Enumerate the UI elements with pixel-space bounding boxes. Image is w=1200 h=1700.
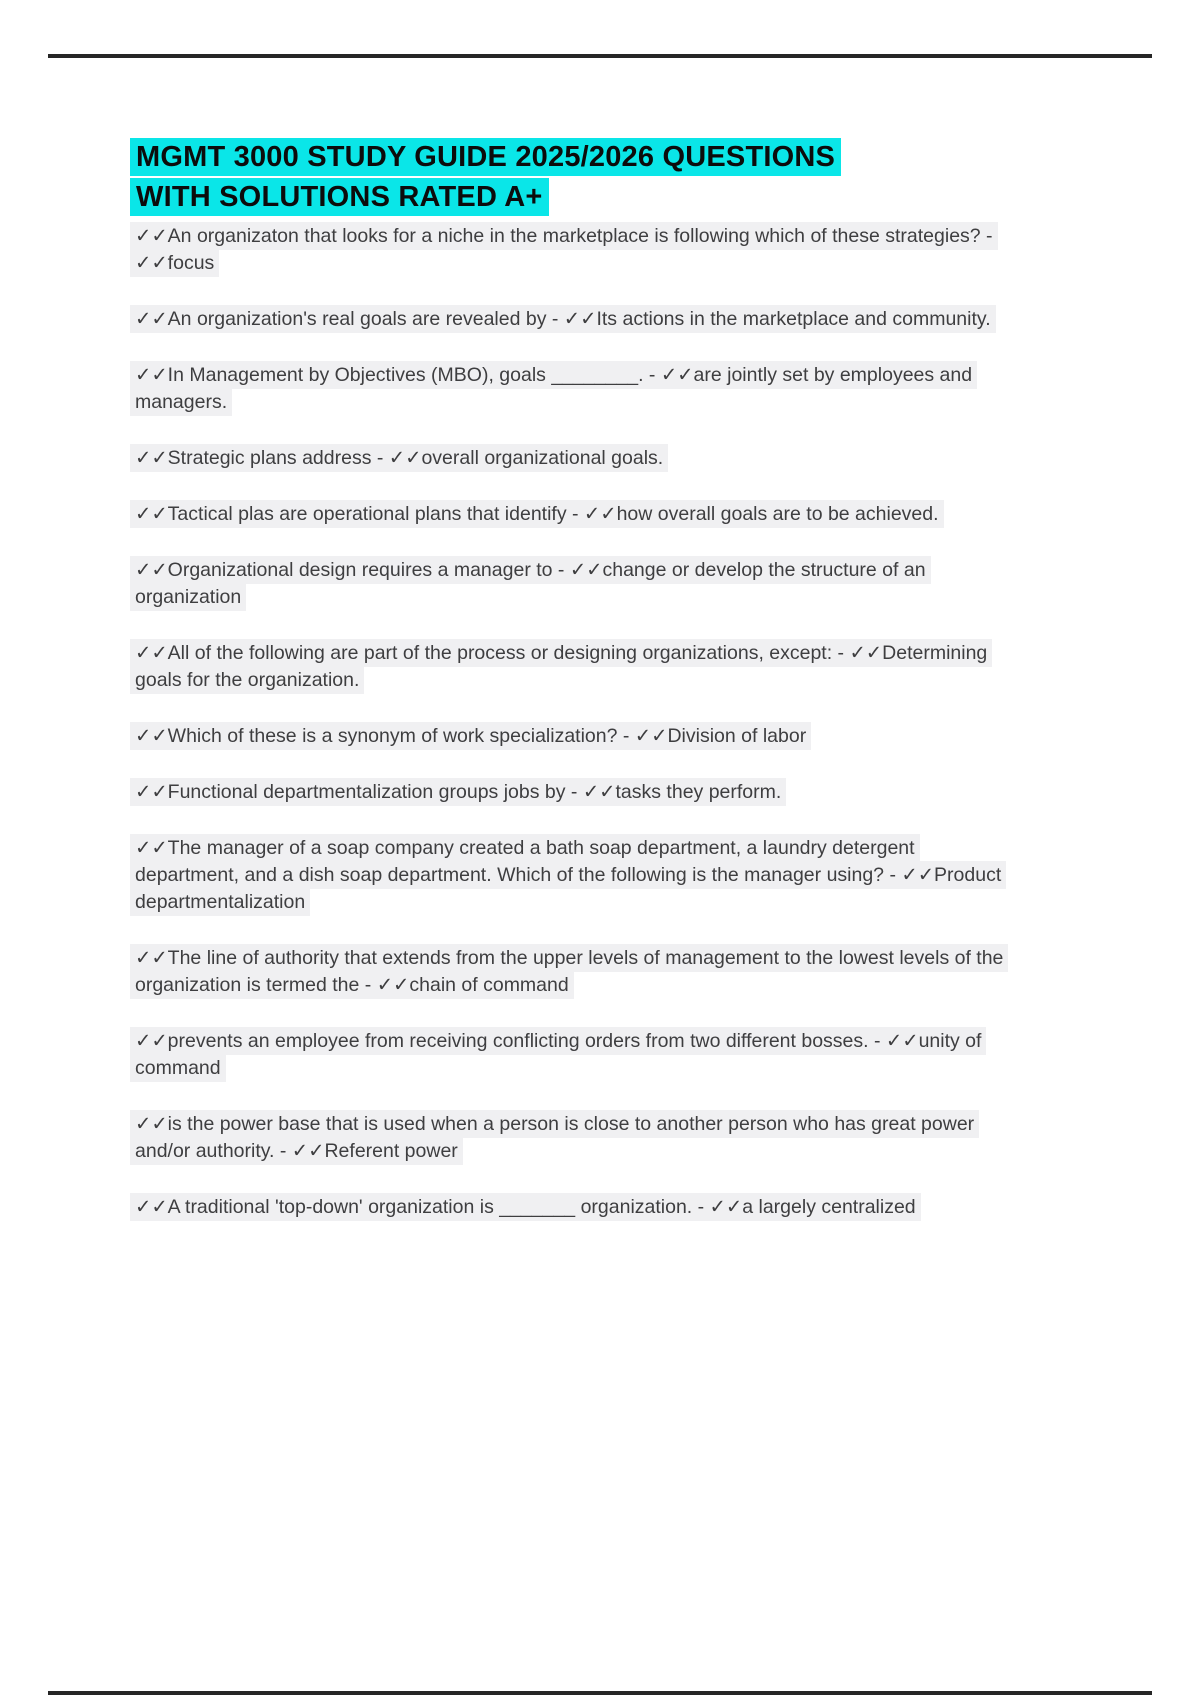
qa-text: ✓✓The manager of a soap company created a bath soap department, a laundry detergent department, and a dish soap department. Which of the following is the manager using? - ✓✓Product departmentalization (130, 834, 1006, 916)
qa-item (130, 779, 1012, 806)
qa-text: ✓✓In Management by Objectives (MBO), goals ________. - ✓✓are jointly set by employees and managers. (130, 361, 977, 416)
qa-text: ✓✓A traditional 'top-down' organization is _______ organization. - ✓✓a largely centralized (130, 1193, 921, 1221)
qa-text: ✓✓prevents an employee from receiving conflicting orders from two different bosses. - ✓✓unity of command (130, 1027, 986, 1082)
qa-item (130, 835, 1012, 916)
page-title (130, 137, 1012, 217)
qa-text: ✓✓An organizaton that looks for a niche in the marketplace is following which of these strategies? - ✓✓focus (130, 222, 998, 277)
qa-text: ✓✓Organizational design requires a manager to - ✓✓change or develop the structure of an organization (130, 556, 931, 611)
title-line-2: WITH SOLUTIONS RATED A+ (136, 181, 543, 213)
qa-text: ✓✓Which of these is a synonym of work specialization? - ✓✓Division of labor (130, 722, 811, 750)
qa-item (130, 1194, 1012, 1221)
qa-text: ✓✓All of the following are part of the process or designing organizations, except: - ✓✓Determining goals for the organization. (130, 639, 992, 694)
qa-item (130, 362, 1012, 416)
qa-item (130, 445, 1012, 472)
qa-item (130, 640, 1012, 694)
qa-item (130, 223, 1012, 277)
qa-text: ✓✓Tactical plas are operational plans that identify - ✓✓how overall goals are to be achieved. (130, 500, 944, 528)
qa-item (130, 945, 1012, 999)
title-line-1: MGMT 3000 STUDY GUIDE 2025/2026 QUESTIONS (136, 141, 836, 173)
qa-item (130, 501, 1012, 528)
qa-text: ✓✓is the power base that is used when a person is close to another person who has great power and/or authority. - ✓✓Referent power (130, 1110, 979, 1165)
bottom-rule (48, 1691, 1152, 1695)
qa-item (130, 1028, 1012, 1082)
qa-item (130, 1111, 1012, 1165)
qa-text: ✓✓An organization's real goals are revealed by - ✓✓Its actions in the marketplace and community. (130, 305, 996, 333)
title-highlight (130, 138, 841, 216)
qa-item (130, 306, 1012, 333)
qa-item (130, 723, 1012, 750)
qa-text: ✓✓The line of authority that extends from the upper levels of management to the lowest levels of the organization is termed the - ✓✓chain of command (130, 944, 1008, 999)
top-rule (48, 54, 1152, 58)
qa-item (130, 557, 1012, 611)
qa-text: ✓✓Functional departmentalization groups jobs by - ✓✓tasks they perform. (130, 778, 786, 806)
content-area (130, 137, 1012, 1250)
qa-text: ✓✓Strategic plans address - ✓✓overall organizational goals. (130, 444, 668, 472)
